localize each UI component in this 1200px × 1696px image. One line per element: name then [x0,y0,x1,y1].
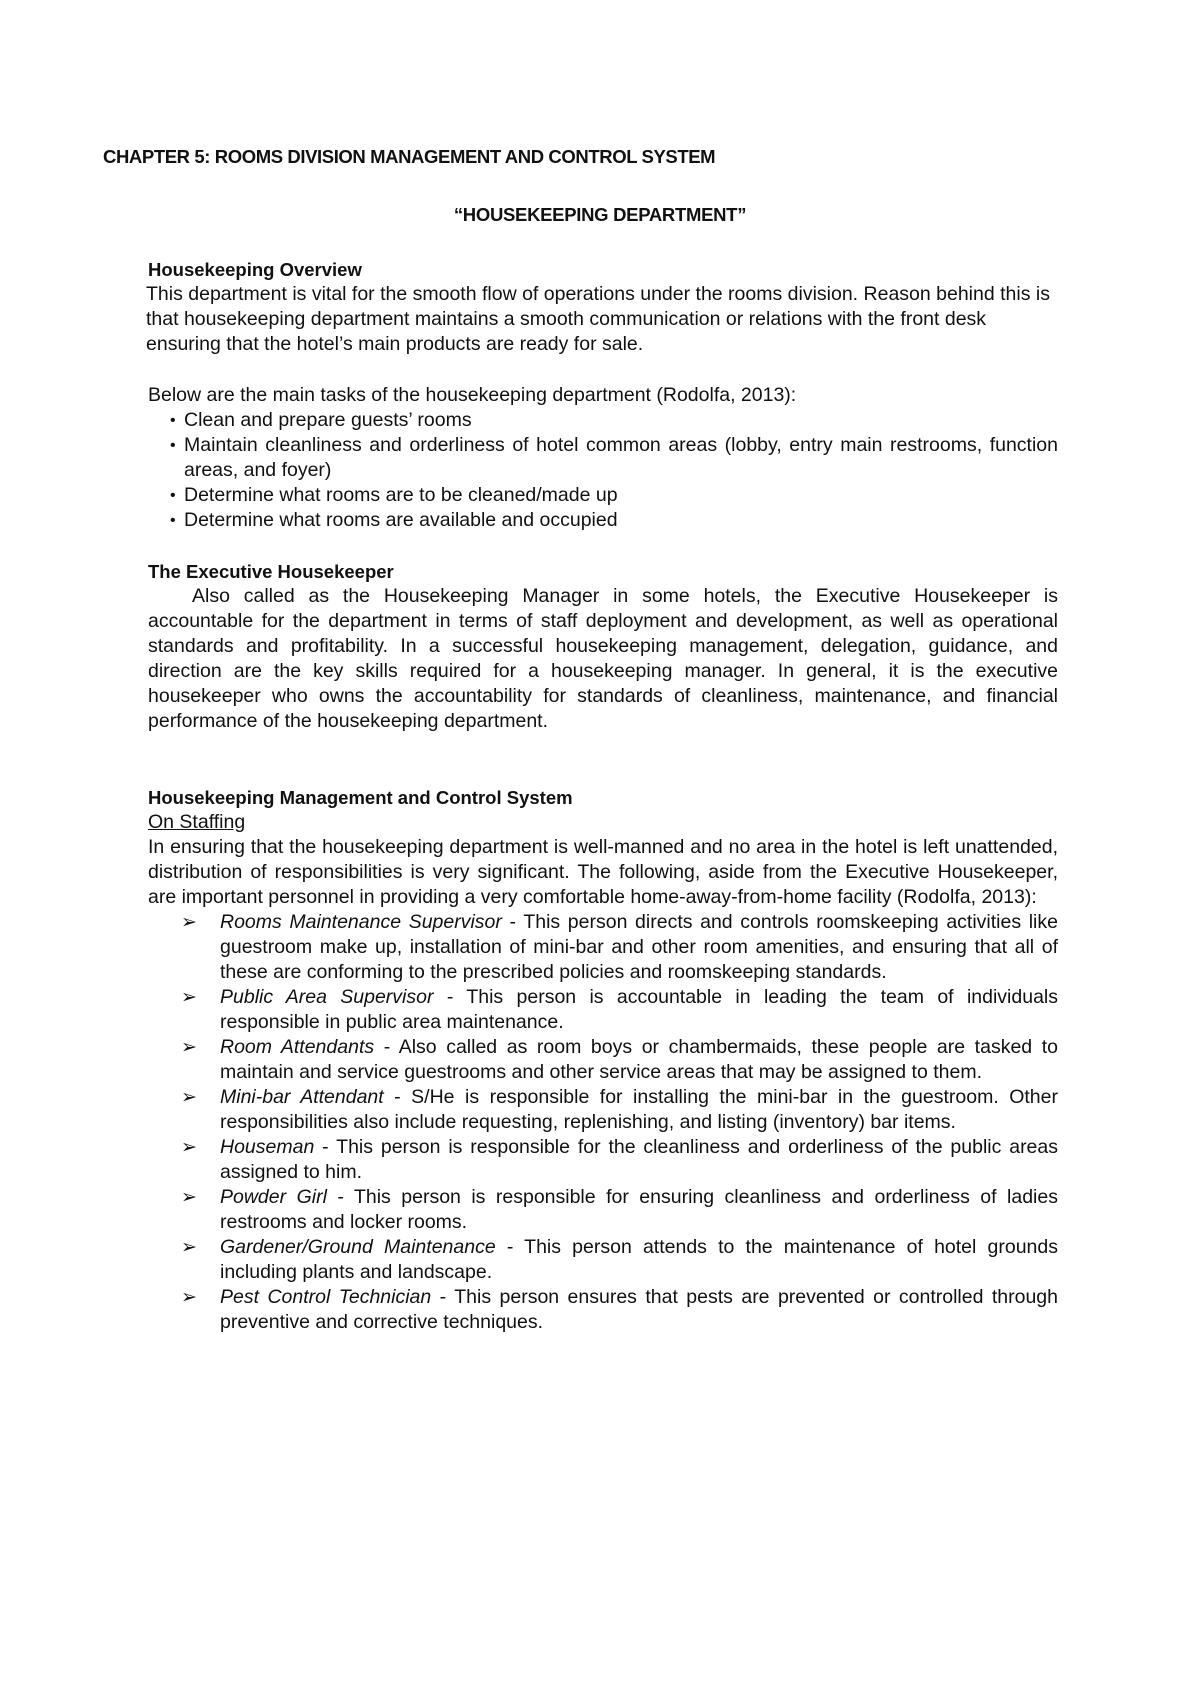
overview-section [148,257,1058,357]
department-title: “HOUSEKEEPING DEPARTMENT” [453,204,747,225]
arrow-bullet-icon: ➢ [181,912,197,933]
list-item [170,483,1058,508]
tasks-section [148,383,1058,533]
role-desc: - This person ensures that pests are prevented or controlled through preventive and corrective techniques. [220,1286,1058,1333]
role-desc: - This person is responsible for the cleanliness and orderliness of the public areas assigned to him. [220,1136,1058,1183]
tasks-list [148,408,1058,533]
list-item [148,1085,1058,1135]
roles-list [148,910,1058,1335]
list-item [148,1035,1058,1085]
list-item [148,1135,1058,1185]
role-desc: - S/He is responsible for installing the mini-bar in the guestroom. Other responsibilities also include requesting, replenishing, and listing (inventory) bar items. [220,1086,1058,1133]
chapter-title: CHAPTER 5: ROOMS DIVISION MANAGEMENT AND CONTROL SYSTEM [103,146,716,167]
staffing-subheading: On Staffing [148,811,246,833]
control-text: In ensuring that the housekeeping department is well-manned and no area in the hotel is left unattended, distribution of responsibilities is very significant. The following, aside from the Executive Housekeeper, are important personnel in providing a very comfortable home-away-from-home facility (Rodolfa, 2013): [148,836,1058,908]
arrow-bullet-icon: ➢ [181,1137,197,1158]
arrow-bullet-icon: ➢ [181,1087,197,1108]
list-item [170,433,1058,483]
role-title: Mini-bar Attendant [220,1086,384,1108]
arrow-bullet-icon: ➢ [181,1287,197,1308]
role-title: Powder Girl [220,1186,327,1208]
role-title: Gardener/Ground Maintenance [220,1236,496,1258]
arrow-bullet-icon: ➢ [181,987,197,1008]
role-desc: - This person directs and controls roomskeeping activities like guestroom make up, installation of mini-bar and other room amenities, and ensuring that all of these are conforming to the prescribed policies and roomskeeping standards. [220,911,1058,983]
task-text: Maintain cleanliness and orderliness of hotel common areas (lobby, entry main restrooms, function areas, and foyer) [184,434,1058,481]
bullet-icon: • [170,437,176,454]
role-title: Public Area Supervisor [220,986,434,1008]
task-text: Determine what rooms are to be cleaned/made up [184,484,618,506]
executive-section [148,559,1058,734]
role-desc: - This person is responsible for ensuring cleanliness and orderliness of ladies restrooms and locker rooms. [220,1186,1058,1233]
role-desc: - Also called as room boys or chambermaids, these people are tasked to maintain and service guestrooms and other service areas that may be assigned to them. [220,1036,1058,1083]
list-item [170,408,1058,433]
list-item [148,1285,1058,1335]
overview-text: This department is vital for the smooth flow of operations under the rooms division. Reason behind this is that housekeeping department maintains a smooth communication or relations with the front desk ensuring that the hotel’s main products are ready for sale. [146,283,1050,355]
executive-text: Also called as the Housekeeping Manager in some hotels, the Executive Housekeeper is accountable for the department in terms of staff deployment and development, as well as operational standards and profitability. In a successful housekeeping management, delegation, guidance, and direction are the key skills required for a housekeeping manager. In general, it is the executive housekeeper who owns the accountability for standards of cleanliness, maintenance, and financial performance of the housekeeping department. [148,585,1058,732]
list-item [170,508,1058,533]
bullet-icon: • [170,412,176,429]
role-title: Room Attendants [220,1036,375,1058]
control-heading: Housekeeping Management and Control System [148,787,573,808]
bullet-icon: • [170,512,176,529]
arrow-bullet-icon: ➢ [181,1037,197,1058]
list-item [148,1235,1058,1285]
control-section [148,785,1058,1335]
task-text: Clean and prepare guests’ rooms [184,409,472,431]
role-title: Houseman [220,1136,315,1158]
role-title: Pest Control Technician [220,1286,432,1308]
role-desc: - This person is accountable in leading the team of individuals responsible in public area maintenance. [220,986,1058,1033]
executive-heading: The Executive Housekeeper [148,561,394,582]
tasks-intro: Below are the main tasks of the housekeeping department (Rodolfa, 2013): [148,384,797,406]
arrow-bullet-icon: ➢ [181,1237,197,1258]
task-text: Determine what rooms are available and occupied [184,509,618,531]
list-item [148,910,1058,985]
list-item [148,1185,1058,1235]
arrow-bullet-icon: ➢ [181,1187,197,1208]
overview-heading: Housekeeping Overview [148,259,362,280]
role-title: Rooms Maintenance Supervisor [220,911,502,933]
bullet-icon: • [170,487,176,504]
list-item [148,985,1058,1035]
role-desc: - This person attends to the maintenance of hotel grounds including plants and landscape. [220,1236,1058,1283]
